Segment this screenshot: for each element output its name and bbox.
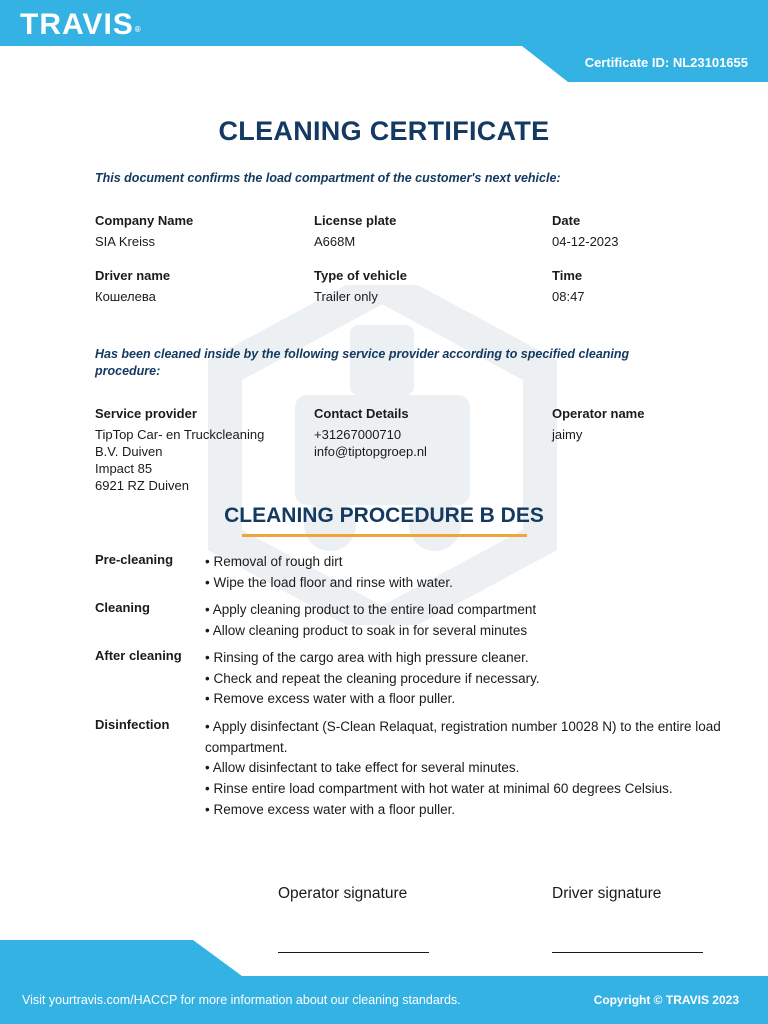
vehicle-type-label: Type of vehicle <box>314 268 407 283</box>
date-label: Date <box>552 213 581 228</box>
operator-name-value: jaimy <box>552 427 583 442</box>
procedure-label: After cleaning <box>95 648 182 663</box>
contact-details <box>314 426 427 460</box>
procedure-step: • Wipe the load floor and rinse with water. <box>205 574 453 590</box>
certificate-id: Certificate ID: NL23101655 <box>584 55 748 70</box>
procedure-step: • Rinsing of the cargo area with high pressure cleaner. <box>205 650 529 665</box>
driver-signature-label: Driver signature <box>552 885 662 902</box>
page-title: CLEANING CERTIFICATE <box>218 116 550 146</box>
copyright-text: Copyright © TRAVIS 2023 <box>593 993 739 1007</box>
procedure-step: • Remove excess water with a floor puller. <box>205 801 456 817</box>
company-name-value: SIA Kreiss <box>95 234 155 249</box>
service-provider-line: B.V. Duiven <box>95 444 163 459</box>
procedure-step: • Check and repeat the cleaning procedure if necessary. <box>205 670 540 686</box>
service-provider-details <box>95 426 264 494</box>
driver-signature-line <box>552 952 703 953</box>
date-value: 04-12-2023 <box>552 234 619 249</box>
procedure-title: CLEANING PROCEDURE B DES <box>224 504 544 527</box>
procedure-step: • Rinse entire load compartment with hot water at minimal 60 degrees Celsius. <box>205 781 673 797</box>
procedure-steps <box>205 648 755 710</box>
footer-info-text: Visit yourtravis.com/HACCP for more information about our cleaning standards. <box>22 993 461 1007</box>
procedure-step: • Allow cleaning product to soak in for several minutes <box>205 622 528 638</box>
company-name-label: Company Name <box>95 213 194 228</box>
vehicle-type-value: Trailer only <box>314 289 378 304</box>
operator-signature-line <box>278 952 429 953</box>
procedure-step: • Apply disinfectant (S-Clean Relaquat, registration number 10028 N) to the entire load compartment. <box>205 719 721 755</box>
procedure-step: • Remove excess water with a floor puller. <box>205 691 456 707</box>
time-value: 08:47 <box>552 289 585 304</box>
contact-details-label: Contact Details <box>314 406 409 421</box>
procedure-step: • Apply cleaning product to the entire load compartment <box>205 602 537 617</box>
procedure-steps <box>205 552 755 593</box>
procedure-title-underline <box>242 534 527 537</box>
driver-name-label: Driver name <box>95 268 171 283</box>
license-plate-value: A668M <box>314 234 356 249</box>
service-provider-label: Service provider <box>95 406 197 421</box>
operator-name-label: Operator name <box>552 406 645 421</box>
procedure-step: • Removal of rough dirt <box>205 554 343 569</box>
registered-mark: ® <box>134 25 142 34</box>
service-provider-line: Impact 85 <box>95 461 153 476</box>
driver-name-value: Кошелева <box>95 289 156 304</box>
intro-text: This document confirms the load compartment of the customer's next vehicle: <box>95 171 561 185</box>
contact-email: info@tiptopgroep.nl <box>314 444 427 459</box>
cleaned-statement: Has been cleaned inside by the following service provider according to specified cleaning procedure: <box>95 347 630 378</box>
procedure-steps <box>205 600 755 641</box>
license-plate-label: License plate <box>314 213 397 228</box>
travis-logo <box>20 8 142 42</box>
procedure-label: Pre-cleaning <box>95 552 174 567</box>
procedure-step: • Allow disinfectant to take effect for several minutes. <box>205 760 520 776</box>
procedure-label: Cleaning <box>95 600 150 615</box>
service-provider-line: TipTop Car- en Truckcleaning <box>95 427 265 442</box>
procedure-steps <box>205 717 755 821</box>
operator-signature-label: Operator signature <box>278 885 408 902</box>
header-band <box>0 0 768 82</box>
procedure-label: Disinfection <box>95 717 170 732</box>
service-provider-line: 6921 RZ Duiven <box>95 478 189 493</box>
contact-phone: +31267000710 <box>314 427 402 442</box>
logo-text: TRAVIS <box>20 8 134 41</box>
time-label: Time <box>552 268 583 283</box>
